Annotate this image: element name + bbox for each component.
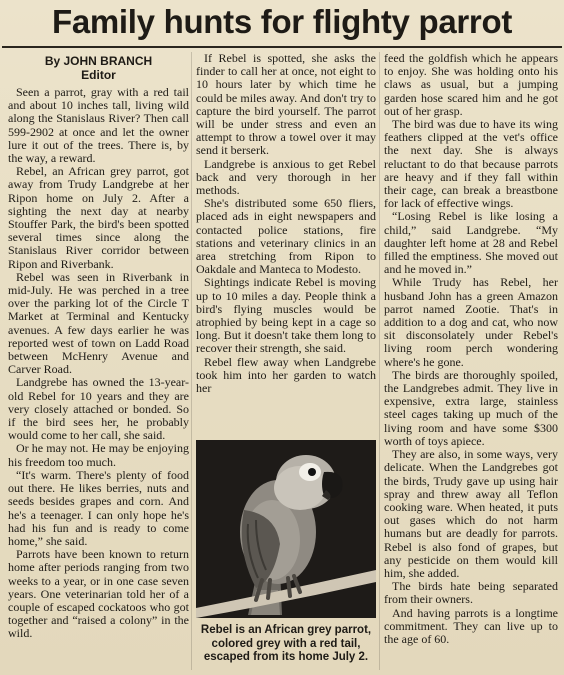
byline-author: By JOHN BRANCH — [44, 54, 153, 68]
paragraph: The birds are thoroughly spoiled, the Landgrebes admit. They live in expensive, extra large, stainless steel cages taking up much of the living room and have some $300 worth of toys apiece. — [384, 367, 558, 448]
paragraph: Sightings indicate Rebel is moving up to 10 miles a day. People think a bird's flying muscles would be atrophied by being kept in a cage so long. But it doesn't take them long to recover their strength, she said. — [196, 275, 376, 356]
paragraph: Parrots have been known to return home after periods ranging from two weeks to a year, or in one case seven years. One veterinarian told her of a couple of escaped cockatoos who got together and “raised a colony” in the wild. — [8, 547, 189, 641]
parrot-photo — [196, 440, 376, 618]
paragraph: She's distributed some 650 fliers, placed ads in eight newspapers and contacted police stations, fire stations and veterinary clinics in an area stretching from Ripon to Oakdale and Manteca to Modesto. — [196, 196, 376, 277]
paragraph: If Rebel is spotted, she asks the finder to call her at once, not eight to 10 hours later by which time he could be miles away. And don't try to capture the bird yourself. The parrot will be under stress and even an attempt to throw a towel over it may send it berserk. — [196, 52, 376, 158]
paragraph: The bird was due to have its wing feathers clipped at the vet's office the next day. She is always reluctant to do that because parrots are heavy and if they fall within their cage, can break a breastbone for lack of effective wings. — [384, 117, 558, 211]
byline — [8, 54, 189, 82]
paragraph: They are also, in some ways, very delicate. When the Landgrebes got the birds, Trudy gave up using hair spray and threw away all Teflon cooking ware. When heated, it puts out gases which do not harm humans but are deadly for parrots. Rebel is also fond of grapes, but any pesticide on them would kill him, she added. — [384, 447, 558, 580]
paragraph: Seen a parrot, gray with a red tail and about 10 inches tall, living wild along the Stanislaus River? Then call 599-2902 at once and let the owner lure it out of the trees. There is, by the way, a reward. — [8, 85, 189, 166]
article-column-3 — [384, 52, 558, 672]
paragraph: feed the goldfish which he appears to enjoy. She was holding onto his claws as usual, but a jumping garden hose scared him and he got out of her grasp. — [384, 52, 558, 118]
paragraph: Rebel flew away when Landgrebe took him into her garden to watch her — [196, 354, 376, 396]
paragraph: While Trudy has Rebel, her husband John has a green Amazon parrot named Zootie. That's in addition to a dog and cat, who now sit disconsolately under Rebel's living room perch wondering where's he gone. — [384, 275, 558, 369]
headline: Family hunts for flighty parrot — [51, 3, 513, 40]
paragraph: Landgrebe is anxious to get Rebel back and very thorough in her methods. — [196, 156, 376, 198]
paragraph: “It's warm. There's plenty of food out there. He likes berries, nuts and seeds besides grapes and corn. And he's a teenager. I can only hope he's had his fun and is ready to come home,” she said. — [8, 467, 189, 548]
column-divider — [191, 52, 192, 670]
paragraph: And having parrots is a longtime commitment. They can live up to the age of 60. — [384, 605, 558, 646]
paragraph: Or he may not. He may be enjoying his freedom too much. — [8, 441, 189, 469]
paragraph: Landgrebe has owned the 13-year-old Rebel for 10 years and they are very closely attached or bonded. So if the bird sees her, he probably would come to her call, she said. — [8, 375, 189, 443]
headline-rule — [2, 46, 562, 48]
paragraph: Rebel was seen in Riverbank in mid-July. He was perched in a tree over the parking lot of the Circle T Market at Terminal and Kentucky avenues. A few days earlier he was reported west of town on Ladd Road between McHenry Avenue and Carver Road. — [8, 269, 189, 377]
paragraph: Rebel, an African grey parrot, got away from Trudy Landgrebe at her Ripon home on July 2. After a sighting the next day at nearby Stouffer Park, the bird's been spotted several times since along the Stanislaus River corridor between Ripon and Riverbank. — [8, 164, 189, 271]
column-divider — [379, 52, 380, 670]
paragraph: The birds hate being separated from their owners. — [384, 579, 558, 607]
photo-caption: Rebel is an African grey parrot, colored grey with a red tail, escaped from its home July 2. — [200, 624, 372, 663]
paragraph: “Losing Rebel is like losing a child,” said Landgrebe. “My daughter left home at 28 and Rebel filled the emptiness. She moved out and he moved in.” — [384, 209, 558, 277]
byline-role: Editor — [81, 68, 116, 82]
article-column-2 — [196, 52, 376, 440]
article-column-1 — [8, 52, 189, 672]
parrot-illustration — [196, 440, 376, 618]
